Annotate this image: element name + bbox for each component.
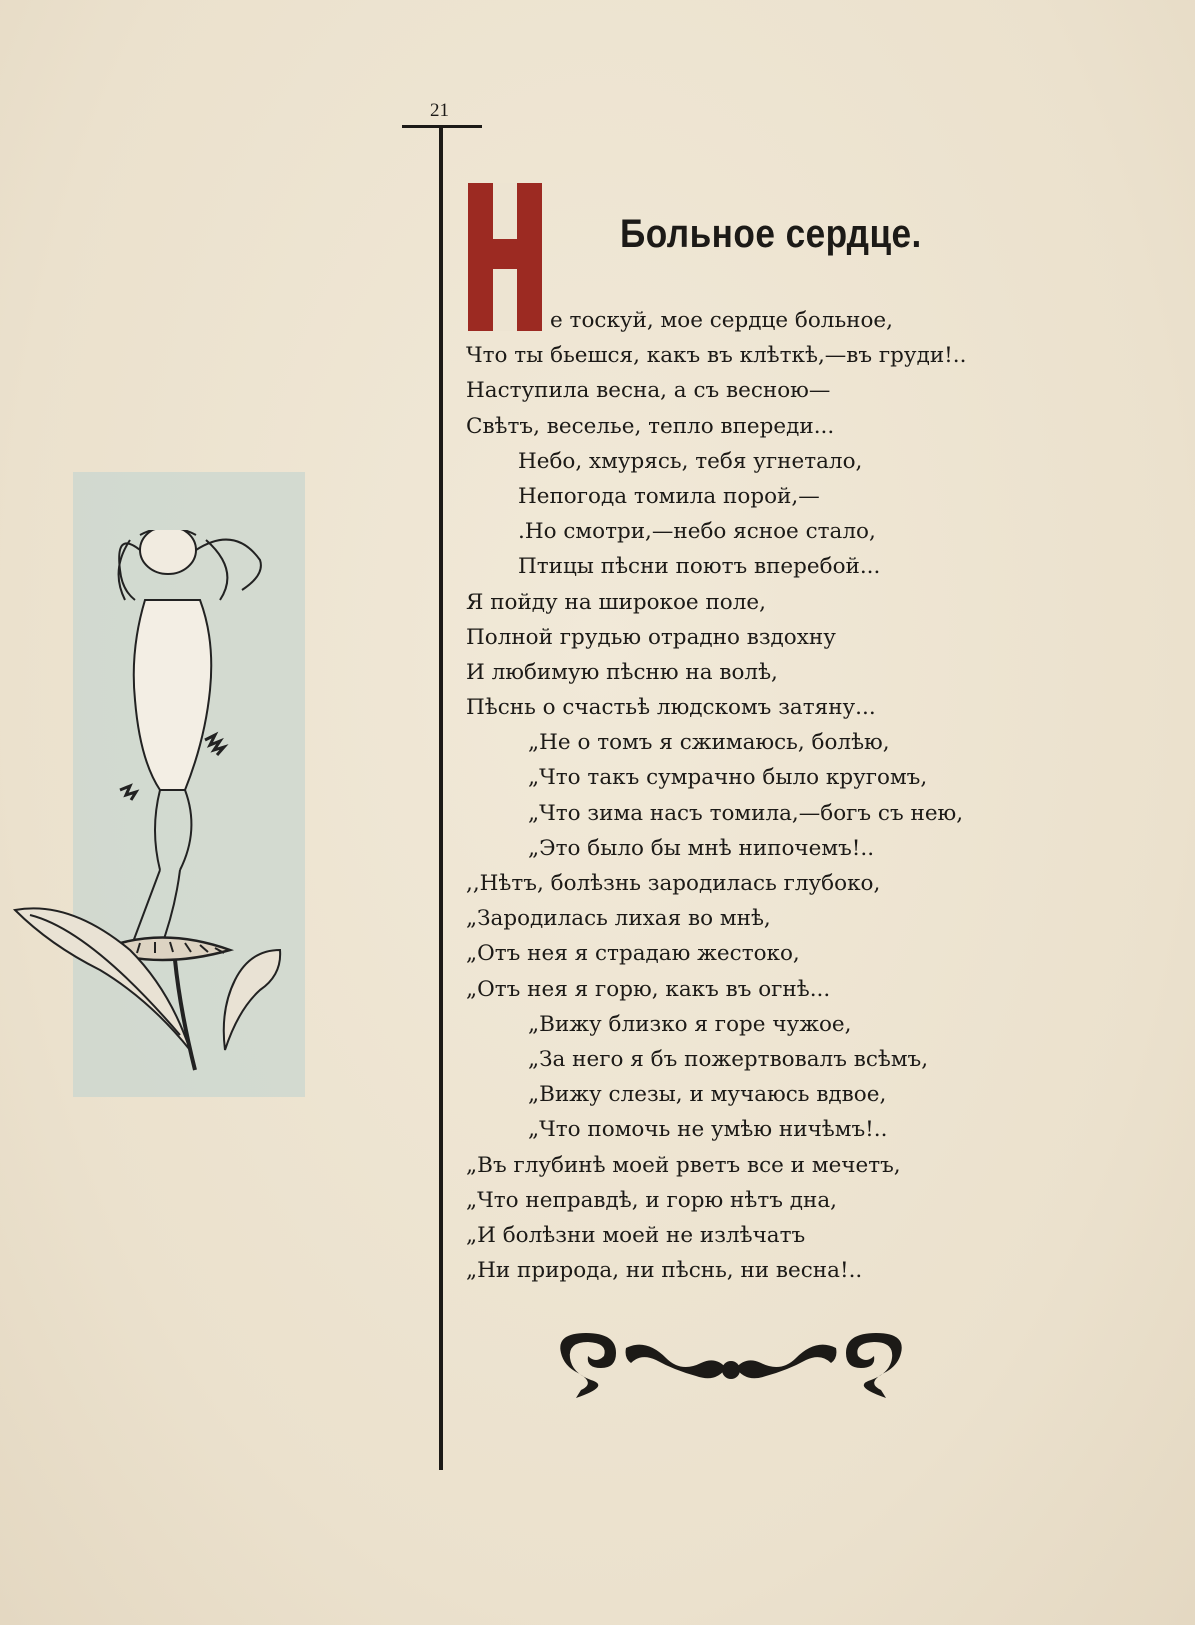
poem-line: Птицы пѣсни поютъ вперебой... (518, 554, 881, 580)
poem-line: „Что зима насъ томила,—богъ съ нею, (528, 800, 964, 826)
poem-line: „Вижу слезы, и мучаюсь вдвое, (528, 1082, 887, 1108)
poem-line: Полной грудью отрадно вздохну (466, 624, 836, 650)
poem-line: „Ни природа, ни пѣснь, ни весна!.. (466, 1258, 863, 1284)
poem-line: Что ты бьешся, какъ въ клѣткѣ,—въ груди!.. (466, 343, 967, 369)
woman-dandelion-illustration (10, 530, 310, 1090)
poem-line: „Отъ нея я горю, какъ въ огнѣ... (466, 976, 831, 1002)
poem-body (466, 303, 1026, 1288)
poem-line: „Что такъ сумрачно было кругомъ, (528, 765, 928, 791)
poem-line: „Зародилась лихая во мнѣ, (466, 906, 771, 932)
poem-line: Непогода томила порой,— (518, 483, 820, 509)
poem-title: Больное сердце. (620, 212, 922, 256)
poem-line: „Не о томъ я сжимаюсь, болѣю, (528, 730, 890, 756)
poem-line: „Вижу близко я горе чужое, (528, 1011, 852, 1037)
vertical-rule (439, 125, 443, 1470)
poem-line: „Что неправдѣ, и горю нѣтъ дна, (466, 1187, 837, 1213)
poem-line: ,,Нѣтъ, болѣзнь зародилась глубоко, (466, 871, 881, 896)
page-number: 21 (430, 100, 449, 121)
poem-line: „Отъ нея я страдаю жестоко, (466, 941, 800, 967)
poem-line: „За него я бъ пожертвовалъ всѣмъ, (528, 1046, 929, 1072)
poem-line: „Что помочь не умѣю ничѣмъ!.. (528, 1117, 888, 1143)
poem-line: „Это было бы мнѣ нипочемъ!.. (528, 835, 875, 861)
scroll-ornament (556, 1328, 906, 1408)
poem-line: е тоскуй, мое сердце больное, (550, 308, 893, 333)
poem-line: „И болѣзни моей не излѣчатъ (466, 1222, 806, 1248)
poem-line: Я пойду на широкое поле, (466, 589, 766, 615)
poem-line: Наступила весна, а съ весною— (466, 378, 831, 404)
poem-line: „Въ глубинѣ моей рветъ все и мечетъ, (466, 1152, 901, 1178)
poem-line: Пѣснь о счастьѣ людскомъ затяну... (466, 695, 876, 721)
poem-line: Небо, хмурясь, тебя угнетало, (518, 448, 863, 474)
drop-cap-gap-top (493, 183, 517, 239)
poem-line: И любимую пѣсню на волѣ, (466, 659, 778, 685)
poem-line: .Но смотри,—небо ясное стало, (518, 519, 876, 545)
poem-line: Свѣтъ, веселье, тепло впереди... (466, 413, 835, 439)
